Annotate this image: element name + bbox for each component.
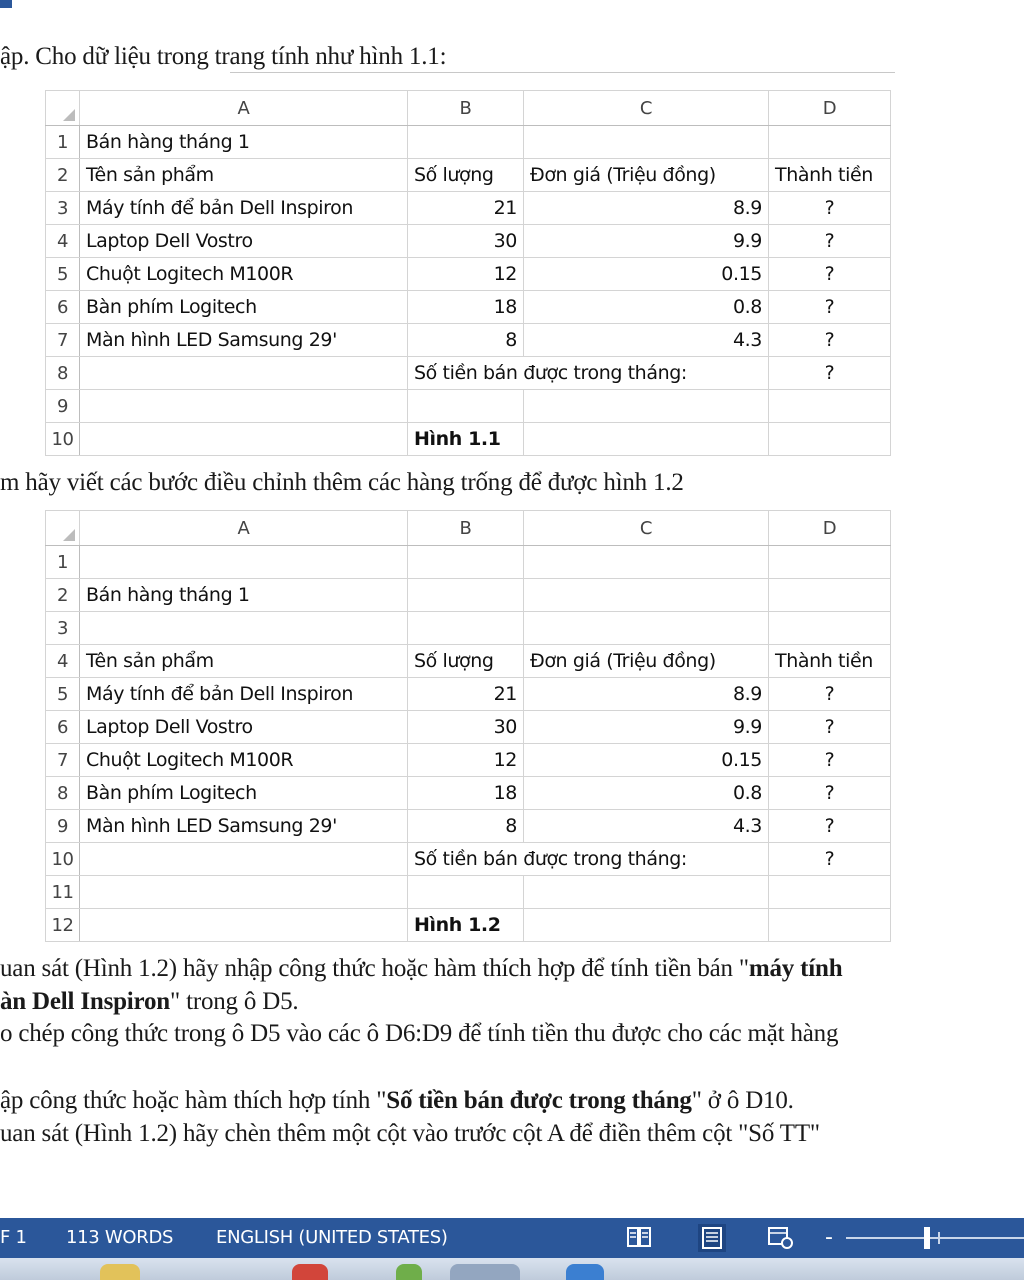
zoom-slider-thumb[interactable]	[924, 1227, 930, 1249]
cell-c[interactable]: Đơn giá (Triệu đồng)	[524, 159, 769, 192]
q3-text-2: " ở ô D10.	[691, 1087, 794, 1114]
q1-bold: máy tính	[748, 955, 843, 982]
cell-a[interactable]	[80, 357, 408, 390]
sheet-row	[46, 876, 891, 909]
question-4: uan sát (Hình 1.2) hãy chèn thêm một cột vào trước cột A để điền thêm cột "Số TT"	[0, 1120, 820, 1147]
cell-a[interactable]	[80, 546, 408, 579]
column-header[interactable]: B	[408, 91, 524, 126]
cell-d[interactable]: ?	[769, 324, 891, 357]
column-header[interactable]: C	[524, 91, 769, 126]
row-number[interactable]: 2	[46, 579, 80, 612]
cell-d[interactable]: ?	[769, 192, 891, 225]
cell-c[interactable]	[524, 876, 769, 909]
cell-d[interactable]: ?	[769, 810, 891, 843]
cell-c[interactable]: 8.9	[524, 678, 769, 711]
question-2: o chép công thức trong ô D5 vào các ô D6:D9 để tính tiền thu được cho các mặt hàng	[0, 1020, 839, 1047]
cell-d[interactable]: ?	[769, 291, 891, 324]
cell-b[interactable]: 18	[408, 291, 524, 324]
row-number[interactable]: 5	[46, 678, 80, 711]
cell-b[interactable]	[408, 612, 524, 645]
instruction-text: m hãy viết các bước điều chỉnh thêm các hàng trống để được hình 1.2	[0, 469, 684, 496]
cell-b[interactable]: Số tiền bán được trong tháng:	[408, 357, 769, 390]
sheet-row	[46, 612, 891, 645]
cell-b[interactable]	[408, 390, 524, 423]
taskbar-app-icon[interactable]	[566, 1264, 604, 1280]
row-number[interactable]: 4	[46, 225, 80, 258]
sheet-row	[46, 645, 891, 678]
cell-d[interactable]	[769, 612, 891, 645]
sheet-row	[46, 357, 891, 390]
sheet-row	[46, 810, 891, 843]
sheet-row	[46, 324, 891, 357]
cell-b[interactable]: 30	[408, 711, 524, 744]
cell-a[interactable]: Máy tính để bản Dell Inspiron	[80, 678, 408, 711]
row-number[interactable]: 7	[46, 324, 80, 357]
cell-d[interactable]: Thành tiền	[769, 159, 891, 192]
cell-b[interactable]: Số tiền bán được trong tháng:	[408, 843, 769, 876]
cell-a[interactable]: Laptop Dell Vostro	[80, 225, 408, 258]
row-number[interactable]: 10	[46, 423, 80, 456]
cell-b[interactable]	[408, 126, 524, 159]
intro-text: ập. Cho dữ liệu trong trang tính như hình 1.1:	[0, 43, 447, 70]
row-number[interactable]: 7	[46, 744, 80, 777]
cell-d[interactable]	[769, 423, 891, 456]
row-number[interactable]: 1	[46, 546, 80, 579]
sheet-row	[46, 423, 891, 456]
cell-d[interactable]	[769, 579, 891, 612]
cell-c[interactable]: 0.15	[524, 258, 769, 291]
zoom-out-button[interactable]: -	[825, 1225, 833, 1250]
q1-text: uan sát (Hình 1.2) hãy nhập công thức hoặc hàm thích hợp để tính tiền bán "	[0, 955, 749, 982]
sheet-row	[46, 159, 891, 192]
column-header[interactable]: D	[769, 91, 891, 126]
cell-a[interactable]	[80, 612, 408, 645]
sheet-row	[46, 678, 891, 711]
cell-a[interactable]: Bàn phím Logitech	[80, 777, 408, 810]
sheet-row	[46, 909, 891, 942]
language-indicator[interactable]: ENGLISH (UNITED STATES)	[216, 1227, 448, 1248]
cell-c[interactable]: 4.3	[524, 324, 769, 357]
zoom-slider[interactable]	[846, 1237, 1024, 1239]
q1-bold-2: àn Dell Inspiron	[0, 988, 171, 1015]
cell-c[interactable]: 9.9	[524, 711, 769, 744]
cell-a[interactable]	[80, 843, 408, 876]
cell-d[interactable]: ?	[769, 744, 891, 777]
sheet-row	[46, 390, 891, 423]
q1-text-2: " trong ô D5.	[170, 988, 299, 1015]
cell-b[interactable]: Số lượng	[408, 159, 524, 192]
cell-b[interactable]: 12	[408, 744, 524, 777]
sheet-row	[46, 258, 891, 291]
column-header[interactable]: A	[80, 91, 408, 126]
cell-b[interactable]: 18	[408, 777, 524, 810]
cell-c[interactable]	[524, 612, 769, 645]
cell-b[interactable]: 8	[408, 810, 524, 843]
cell-b[interactable]: 21	[408, 678, 524, 711]
cell-c[interactable]	[524, 546, 769, 579]
select-all-corner[interactable]	[46, 91, 80, 126]
cell-a[interactable]: Màn hình LED Samsung 29'	[80, 324, 408, 357]
cell-a[interactable]: Chuột Logitech M100R	[80, 258, 408, 291]
cell-b[interactable]: Hình 1.1	[408, 423, 524, 456]
cell-d[interactable]: ?	[769, 678, 891, 711]
cell-b[interactable]: 21	[408, 192, 524, 225]
sheet-row	[46, 546, 891, 579]
row-number[interactable]: 6	[46, 711, 80, 744]
select-all-corner[interactable]	[46, 511, 80, 546]
cell-a[interactable]: Tên sản phẩm	[80, 645, 408, 678]
sheet-row	[46, 126, 891, 159]
print-layout-icon[interactable]	[697, 1223, 727, 1253]
cell-b[interactable]: Hình 1.2	[408, 909, 524, 942]
sheet-row	[46, 843, 891, 876]
cell-d[interactable]	[769, 546, 891, 579]
question-1-line-1	[0, 952, 842, 985]
zoom-slider-tick	[938, 1232, 940, 1244]
cell-a[interactable]	[80, 390, 408, 423]
spreadsheet-figure-1-1	[45, 90, 891, 456]
cell-d[interactable]: ?	[769, 357, 891, 390]
cell-c[interactable]: 8.9	[524, 192, 769, 225]
cell-c[interactable]: 0.8	[524, 777, 769, 810]
cell-a[interactable]: Chuột Logitech M100R	[80, 744, 408, 777]
row-number[interactable]: 1	[46, 126, 80, 159]
column-header-row	[46, 91, 891, 126]
sheet-row	[46, 579, 891, 612]
cell-d[interactable]: ?	[769, 777, 891, 810]
row-number[interactable]: 8	[46, 357, 80, 390]
sheet-row	[46, 291, 891, 324]
column-header[interactable]: C	[524, 511, 769, 546]
q3-bold: Số tiền bán được trong tháng	[386, 1087, 692, 1114]
cell-a[interactable]	[80, 423, 408, 456]
sheet-row	[46, 225, 891, 258]
row-number[interactable]: 6	[46, 291, 80, 324]
cell-d[interactable]	[769, 876, 891, 909]
cell-c[interactable]: 4.3	[524, 810, 769, 843]
question-1-line-2	[0, 985, 298, 1018]
cell-c[interactable]	[524, 390, 769, 423]
taskbar-app-icon[interactable]	[292, 1264, 328, 1280]
question-3	[0, 1084, 794, 1117]
ribbon-edge	[0, 0, 12, 8]
cell-b[interactable]	[408, 546, 524, 579]
cell-a[interactable]: Laptop Dell Vostro	[80, 711, 408, 744]
cell-c[interactable]	[524, 126, 769, 159]
taskbar-app-icon[interactable]	[450, 1264, 520, 1280]
cell-d[interactable]: ?	[769, 225, 891, 258]
cell-d[interactable]: Thành tiền	[769, 645, 891, 678]
row-number[interactable]: 2	[46, 159, 80, 192]
cell-d[interactable]: ?	[769, 843, 891, 876]
cell-c[interactable]: 0.8	[524, 291, 769, 324]
taskbar-app-icon[interactable]	[100, 1264, 140, 1280]
status-bar	[0, 1218, 1024, 1258]
cell-c[interactable]: Đơn giá (Triệu đồng)	[524, 645, 769, 678]
cell-d[interactable]: ?	[769, 258, 891, 291]
cell-b[interactable]: 8	[408, 324, 524, 357]
sheet-row	[46, 711, 891, 744]
q3-text: ập công thức hoặc hàm thích hợp tính "	[0, 1087, 387, 1114]
row-number[interactable]: 9	[46, 810, 80, 843]
column-header-row	[46, 511, 891, 546]
taskbar	[0, 1258, 1024, 1280]
taskbar-app-icon[interactable]	[396, 1264, 422, 1280]
page-count[interactable]: F 1	[0, 1227, 27, 1248]
cell-d[interactable]	[769, 909, 891, 942]
row-number[interactable]: 12	[46, 909, 80, 942]
word-count[interactable]: 113 WORDS	[66, 1227, 174, 1248]
cell-c[interactable]: 9.9	[524, 225, 769, 258]
cell-c[interactable]	[524, 423, 769, 456]
text-underline	[230, 72, 895, 73]
cell-a[interactable]: Bán hàng tháng 1	[80, 126, 408, 159]
cell-a[interactable]	[80, 876, 408, 909]
cell-a[interactable]	[80, 909, 408, 942]
cell-b[interactable]: 12	[408, 258, 524, 291]
cell-b[interactable]: Số lượng	[408, 645, 524, 678]
sheet-row	[46, 777, 891, 810]
row-number[interactable]: 9	[46, 390, 80, 423]
row-number[interactable]: 3	[46, 192, 80, 225]
row-number[interactable]: 4	[46, 645, 80, 678]
spreadsheet-figure-1-2	[45, 510, 891, 942]
cell-c[interactable]	[524, 579, 769, 612]
column-header[interactable]: D	[769, 511, 891, 546]
cell-a[interactable]: Màn hình LED Samsung 29'	[80, 810, 408, 843]
cell-d[interactable]	[769, 126, 891, 159]
cell-a[interactable]: Bán hàng tháng 1	[80, 579, 408, 612]
cell-b[interactable]: 30	[408, 225, 524, 258]
cell-b[interactable]	[408, 876, 524, 909]
cell-d[interactable]	[769, 390, 891, 423]
cell-a[interactable]: Tên sản phẩm	[80, 159, 408, 192]
cell-c[interactable]: 0.15	[524, 744, 769, 777]
row-number[interactable]: 10	[46, 843, 80, 876]
row-number[interactable]: 5	[46, 258, 80, 291]
cell-a[interactable]: Bàn phím Logitech	[80, 291, 408, 324]
column-header[interactable]: B	[408, 511, 524, 546]
read-mode-icon[interactable]	[626, 1225, 652, 1249]
sheet-row	[46, 744, 891, 777]
column-header[interactable]: A	[80, 511, 408, 546]
sheet-row	[46, 192, 891, 225]
cell-b[interactable]	[408, 579, 524, 612]
row-number[interactable]: 8	[46, 777, 80, 810]
cell-c[interactable]	[524, 909, 769, 942]
cell-d[interactable]: ?	[769, 711, 891, 744]
row-number[interactable]: 3	[46, 612, 80, 645]
cell-a[interactable]: Máy tính để bản Dell Inspiron	[80, 192, 408, 225]
row-number[interactable]: 11	[46, 876, 80, 909]
web-layout-icon[interactable]	[767, 1225, 793, 1249]
